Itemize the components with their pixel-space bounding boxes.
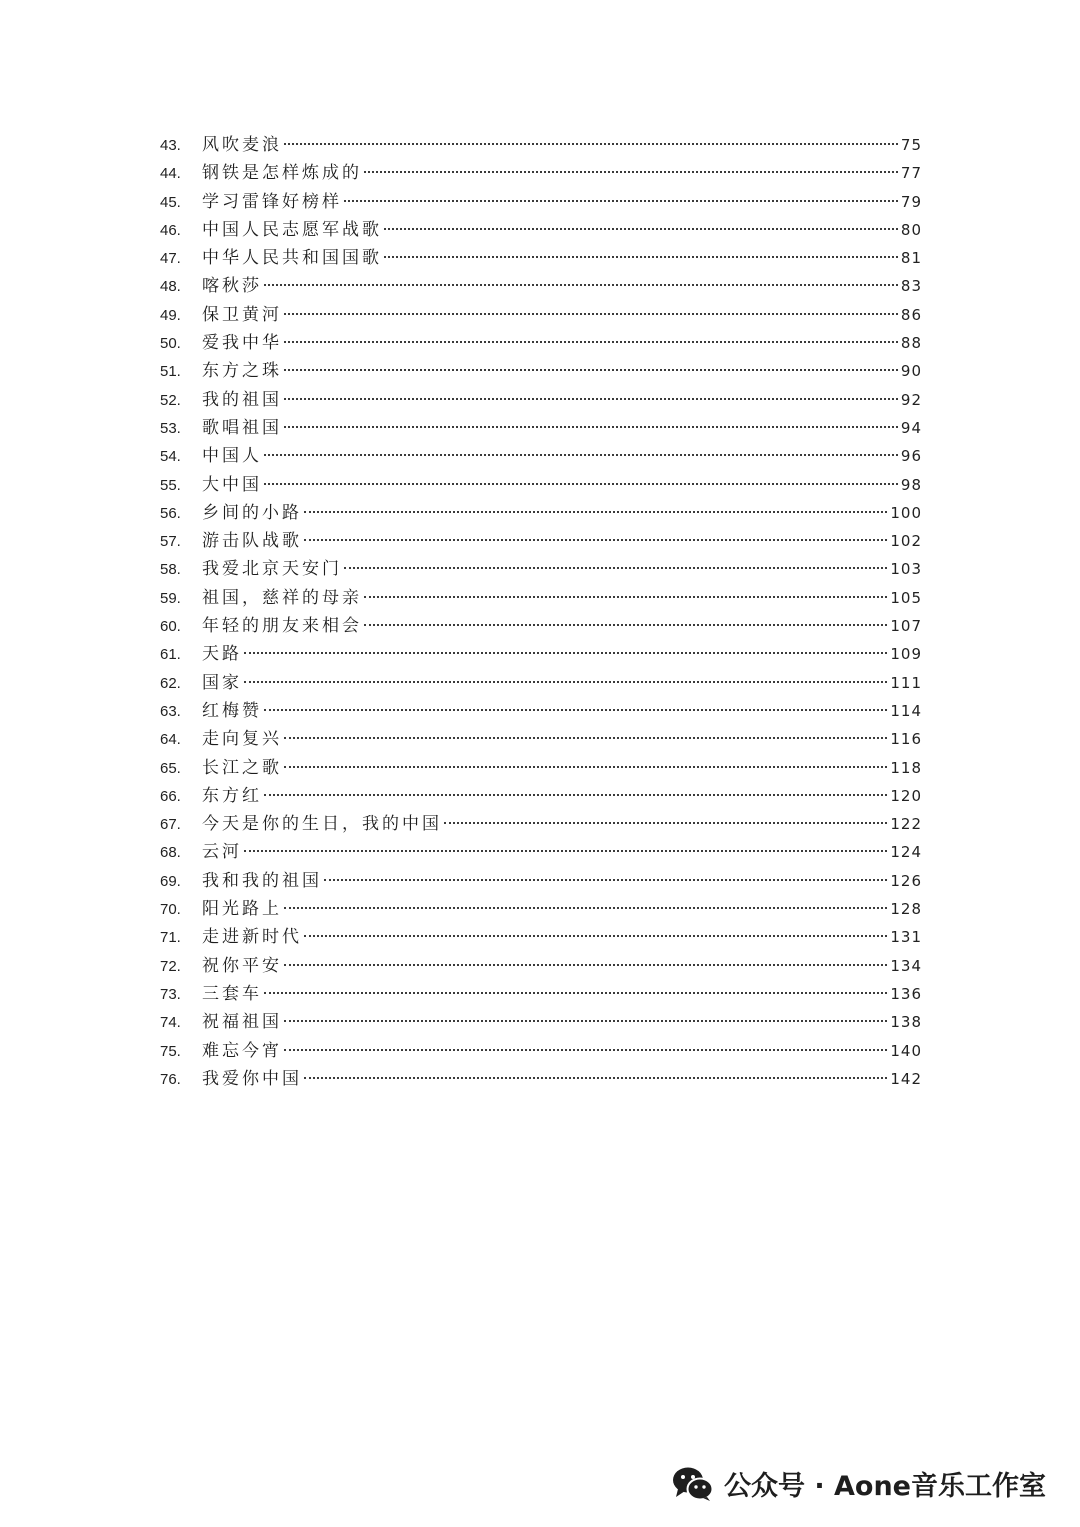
dot-leader: [284, 313, 898, 315]
entry-title: 风吹麦浪: [202, 135, 282, 155]
toc-entry: [160, 159, 922, 187]
entry-page-number: 105: [890, 588, 922, 607]
toc-entry: [160, 414, 922, 442]
entry-page-number: 126: [890, 871, 922, 890]
entry-page-number: 128: [890, 900, 922, 919]
dot-leader: [284, 1049, 887, 1051]
toc-entry: [160, 923, 922, 951]
toc-entry: [160, 188, 922, 216]
watermark: [672, 1464, 1046, 1503]
entry-number: 58.: [160, 561, 181, 579]
entry-title: 爱我中华: [202, 333, 282, 354]
entry-page-number: 111: [890, 673, 922, 692]
entry-title: 我的祖国: [202, 389, 282, 410]
toc-entry: [160, 357, 922, 385]
dot-leader: [244, 681, 887, 683]
entry-number: 74.: [160, 1014, 181, 1032]
entry-page-number: 114: [890, 701, 922, 720]
entry-page-number: 80: [900, 220, 922, 239]
entry-title: 钢铁是怎样炼成的: [202, 163, 362, 184]
dot-leader: [264, 709, 887, 711]
entry-number: 50.: [160, 335, 181, 353]
entry-page-number: 103: [890, 560, 922, 579]
dot-leader: [284, 907, 887, 909]
toc-entry: [160, 867, 922, 895]
entry-page-number: 98: [900, 475, 922, 494]
entry-title: 游击队战歌: [202, 531, 302, 552]
dot-leader: [264, 454, 898, 456]
toc-entry: [160, 527, 922, 555]
entry-number: 66.: [160, 787, 181, 805]
entry-page-number: 83: [900, 277, 922, 296]
entry-number: 56.: [160, 504, 181, 522]
entry-number: 63.: [160, 702, 181, 720]
dot-leader: [284, 426, 898, 428]
entry-number: 57.: [160, 533, 181, 551]
toc-entry: [160, 669, 922, 697]
entry-title: 今天是你的生日，我的中国: [202, 814, 442, 835]
entry-page-number: 107: [890, 617, 922, 636]
dot-leader: [384, 256, 898, 258]
dot-leader: [344, 567, 887, 569]
entry-page-number: 86: [900, 305, 922, 324]
entry-number: 62.: [160, 674, 181, 692]
entry-title: 难忘今宵: [202, 1040, 282, 1061]
dot-leader: [304, 511, 887, 513]
entry-title: 我爱你中国: [202, 1068, 302, 1089]
toc-entry: [160, 725, 922, 753]
dot-leader: [364, 596, 887, 598]
toc-entry: [160, 754, 922, 782]
dot-leader: [284, 341, 898, 343]
toc-entry: [160, 640, 922, 668]
toc-entry: [160, 1037, 922, 1065]
entry-title: 我爱北京天安门: [202, 559, 342, 580]
dot-leader: [284, 398, 898, 400]
dot-leader: [444, 822, 887, 824]
entry-number: 43.: [160, 137, 181, 154]
entry-title: 走进新时代: [202, 927, 302, 948]
entry-title: 三套车: [202, 983, 262, 1004]
entry-number: 55.: [160, 476, 181, 494]
entry-title: 保卫黄河: [202, 304, 282, 325]
entry-page-number: 138: [890, 1013, 922, 1032]
entry-page-number: 134: [890, 956, 922, 975]
toc-entry: [160, 272, 922, 300]
dot-leader: [384, 228, 898, 230]
entry-number: 46.: [160, 221, 181, 239]
toc-entry: [160, 386, 922, 414]
toc-entry: [160, 442, 922, 470]
dot-leader: [284, 1020, 887, 1022]
entry-number: 68.: [160, 844, 181, 862]
table-of-contents: [160, 131, 922, 1093]
entry-page-number: 109: [890, 645, 922, 664]
entry-title: 国家: [202, 672, 242, 693]
dot-leader: [284, 143, 898, 145]
entry-number: 51.: [160, 363, 181, 381]
entry-number: 44.: [160, 165, 181, 183]
toc-entry: [160, 952, 922, 980]
entry-page-number: 75: [900, 136, 922, 154]
entry-title: 中国人民志愿军战歌: [202, 219, 382, 240]
toc-entry: [160, 555, 922, 583]
entry-number: 67.: [160, 816, 181, 834]
entry-number: 76.: [160, 1070, 181, 1088]
entry-number: 49.: [160, 306, 181, 324]
toc-entry: [160, 1008, 922, 1036]
dot-leader: [264, 794, 887, 796]
dot-leader: [364, 171, 898, 173]
dot-leader: [284, 369, 898, 371]
toc-entry: [160, 584, 922, 612]
entry-page-number: 94: [900, 418, 922, 437]
entry-number: 71.: [160, 929, 181, 947]
entry-page-number: 96: [900, 447, 922, 466]
toc-entry: [160, 895, 922, 923]
dot-leader: [284, 766, 887, 768]
entry-number: 45.: [160, 193, 181, 211]
dot-leader: [244, 850, 887, 852]
dot-leader: [284, 964, 887, 966]
toc-entry: [160, 838, 922, 866]
entry-title: 东方之珠: [202, 361, 282, 382]
toc-entry: [160, 329, 922, 357]
entry-page-number: 122: [890, 815, 922, 834]
entry-number: 64.: [160, 731, 181, 749]
entry-page-number: 136: [890, 984, 922, 1003]
entry-page-number: 131: [890, 928, 922, 947]
entry-page-number: 120: [890, 786, 922, 805]
entry-number: 72.: [160, 957, 181, 975]
dot-leader: [304, 1077, 887, 1079]
entry-page-number: 102: [890, 532, 922, 551]
dot-leader: [284, 737, 887, 739]
wechat-icon: [672, 1466, 714, 1502]
entry-title: 祝你平安: [202, 955, 282, 976]
entry-number: 53.: [160, 419, 181, 437]
toc-entry: [160, 1065, 922, 1093]
entry-title: 喀秋莎: [202, 276, 262, 297]
entry-title: 中国人: [202, 446, 262, 467]
entry-number: 59.: [160, 589, 181, 607]
entry-number: 61.: [160, 646, 181, 664]
toc-entry: [160, 244, 922, 272]
dot-leader: [264, 992, 887, 994]
entry-title: 红梅赞: [202, 700, 262, 721]
entry-number: 69.: [160, 872, 181, 890]
entry-page-number: 79: [900, 192, 922, 211]
entry-title: 天路: [202, 644, 242, 665]
toc-entry: [160, 612, 922, 640]
entry-title: 学习雷锋好榜样: [202, 191, 342, 212]
entry-number: 60.: [160, 618, 181, 636]
dot-leader: [364, 624, 887, 626]
toc-entry: [160, 471, 922, 499]
entry-title: 祝福祖国: [202, 1012, 282, 1033]
entry-page-number: 142: [890, 1069, 922, 1088]
entry-title: 东方红: [202, 785, 262, 806]
toc-entry: [160, 216, 922, 244]
entry-page-number: 124: [890, 843, 922, 862]
entry-title: 中华人民共和国国歌: [202, 248, 382, 269]
entry-page-number: 118: [890, 758, 922, 777]
entry-title: 歌唱祖国: [202, 417, 282, 438]
dot-leader: [304, 539, 887, 541]
entry-number: 48.: [160, 278, 181, 296]
entry-title: 我和我的祖国: [202, 870, 322, 891]
dot-leader: [344, 200, 898, 202]
dot-leader: [304, 935, 887, 937]
entry-number: 54.: [160, 448, 181, 466]
dot-leader: [264, 284, 898, 286]
entry-page-number: 140: [890, 1041, 922, 1060]
toc-entry: [160, 782, 922, 810]
dot-leader: [244, 652, 887, 654]
entry-page-number: 81: [900, 249, 922, 268]
toc-entry: [160, 499, 922, 527]
entry-title: 年轻的朋友来相会: [202, 616, 362, 637]
entry-number: 73.: [160, 985, 181, 1003]
entry-number: 65.: [160, 759, 181, 777]
entry-title: 云河: [202, 842, 242, 863]
entry-page-number: 116: [890, 730, 922, 749]
entry-number: 47.: [160, 250, 181, 268]
dot-leader: [324, 879, 887, 881]
entry-number: 52.: [160, 391, 181, 409]
watermark-text: 公众号 · Aone音乐工作室: [723, 1471, 1046, 1502]
entry-page-number: 88: [900, 334, 922, 353]
toc-entry: [160, 810, 922, 838]
entry-number: 70.: [160, 901, 181, 919]
dot-leader: [264, 483, 898, 485]
entry-page-number: 90: [900, 362, 922, 381]
entry-title: 乡间的小路: [202, 502, 302, 523]
entry-title: 走向复兴: [202, 729, 282, 750]
entry-title: 祖国，慈祥的母亲: [202, 587, 362, 608]
entry-page-number: 100: [890, 503, 922, 522]
entry-page-number: 92: [900, 390, 922, 409]
entry-title: 大中国: [202, 474, 262, 495]
entry-page-number: 77: [900, 164, 922, 183]
toc-entry: [160, 697, 922, 725]
toc-entry: [160, 131, 922, 159]
toc-entry: [160, 301, 922, 329]
entry-title: 长江之歌: [202, 757, 282, 778]
entry-number: 75.: [160, 1042, 181, 1060]
entry-title: 阳光路上: [202, 899, 282, 920]
toc-entry: [160, 980, 922, 1008]
